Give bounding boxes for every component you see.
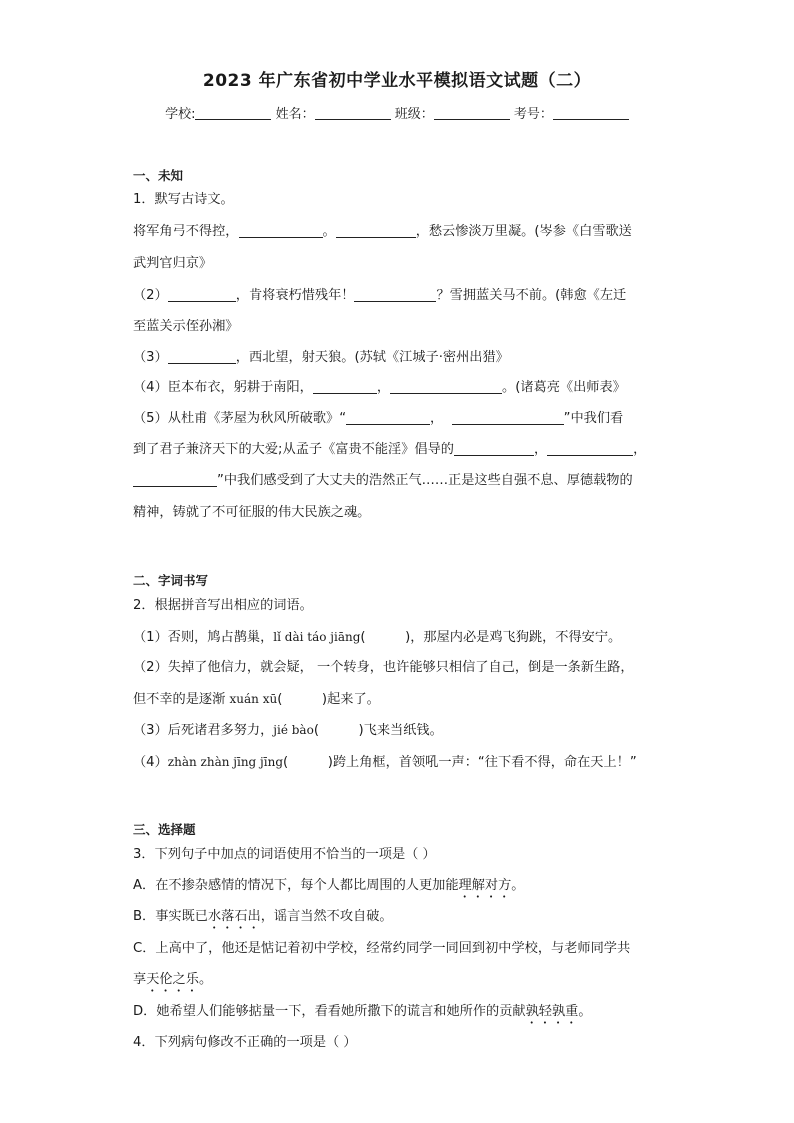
answer-blank[interactable]: [239, 224, 323, 238]
q2-item-3: （3）后死诸君多努力，jié bào( )飞来当纸钱。: [133, 723, 443, 738]
question-3: 3．下列句子中加点的词语使用不恰当的一项是（ ）: [133, 847, 436, 862]
section-2-heading: 二、字词书写: [133, 573, 209, 588]
q1-line-1-cont: 武判官归京》: [133, 256, 213, 271]
q2-item-4: （4）zhàn zhàn jīng jīng( )跨上角框，首领吼一声：“往下看不得，命在天上！”: [133, 755, 637, 770]
q1-line-5-end: 精神，铸就了不可征服的伟大民族之魂。: [133, 505, 371, 520]
answer-blank[interactable]: [547, 442, 633, 456]
question-2: 2．根据拼音写出相应的词语。: [133, 598, 313, 613]
q1-line-5: （5）从杜甫《茅屋为秋风所破歌》“ ， ”中我们看: [133, 411, 624, 426]
school-blank[interactable]: [195, 106, 271, 120]
class-label: 班级：: [394, 107, 434, 122]
option-a[interactable]: A．在不掺杂感情的情况下，每个人都比周围的人更加能理解对方。: [133, 878, 525, 893]
option-b[interactable]: B．事实既已水落石出，谣言当然不攻自破。: [133, 909, 393, 924]
answer-blank[interactable]: [390, 380, 502, 394]
number-label: 考号：: [513, 107, 553, 122]
answer-blank[interactable]: [346, 411, 430, 425]
name-blank[interactable]: [315, 106, 391, 120]
school-label: 学校:: [165, 107, 196, 122]
q2-item-2-cont: 但不幸的是逐渐 xuán xū( )起来了。: [133, 692, 380, 707]
answer-blank[interactable]: [168, 350, 236, 364]
q1-line-1: 将军角弓不得控， 。 ，愁云惨淡万里凝。(岑参《白雪歌送: [133, 224, 632, 239]
number-blank[interactable]: [553, 106, 629, 120]
answer-blank[interactable]: [452, 411, 564, 425]
q2-item-1: （1）否则，鸠占鹊巢，lǐ dài táo jiāng( )，那屋内必是鸡飞狗跳，不得安宁。: [133, 630, 622, 645]
q1-line-2-cont: 至蓝关示侄孙湘》: [133, 319, 239, 334]
section-3-heading: 三、选择题: [133, 822, 196, 837]
option-c[interactable]: C．上高中了，他还是惦记着初中学校，经常约同学一同回到初中学校，与老师同学共: [133, 941, 631, 956]
page-title: 2023 年广东省初中学业水平模拟语文试题（二）: [202, 71, 592, 91]
answer-blank[interactable]: [454, 442, 534, 456]
q1-line-2: （2） ，肯将衰朽惜残年！ ？雪拥蓝关马不前。(韩愈《左迁: [133, 288, 627, 303]
section-1-heading: 一、未知: [133, 168, 184, 183]
option-c-cont: 享天伦之乐。: [133, 972, 213, 987]
answer-blank[interactable]: [168, 288, 236, 302]
name-label: 姓名：: [275, 107, 315, 122]
q1-line-5-cont2: ”中我们感受到了大丈夫的浩然正气……正是这些自强不息、厚德载物的: [133, 472, 633, 490]
student-info: [0, 103, 794, 122]
class-blank[interactable]: [434, 106, 510, 120]
q1-line-4: （4）臣本布衣，躬耕于南阳， ， 。(诸葛亮《出师表》: [133, 380, 626, 395]
answer-blank[interactable]: [336, 224, 416, 238]
answer-blank[interactable]: [313, 380, 377, 394]
answer-blank[interactable]: [354, 288, 436, 302]
option-d[interactable]: D．她希望人们能够掂量一下，看看她所撒下的谎言和她所作的贡献孰轻孰重。: [133, 1004, 592, 1019]
question-1: 1．默写古诗文。: [133, 192, 234, 207]
q1-line-3: （3） ，西北望，射天狼。(苏轼《江城子·密州出猎》: [133, 350, 509, 365]
question-4: 4．下列病句修改不正确的一项是（ ）: [133, 1035, 357, 1050]
q1-line-5-cont: 到了君子兼济天下的大爱;从孟子《富贵不能淫》倡导的 ， ，: [133, 442, 647, 457]
q2-item-2: （2）失掉了他信力，就会疑， 一个转身，也许能够只相信了自己，倒是一条新生路，: [133, 660, 634, 675]
answer-blank[interactable]: [133, 473, 217, 487]
